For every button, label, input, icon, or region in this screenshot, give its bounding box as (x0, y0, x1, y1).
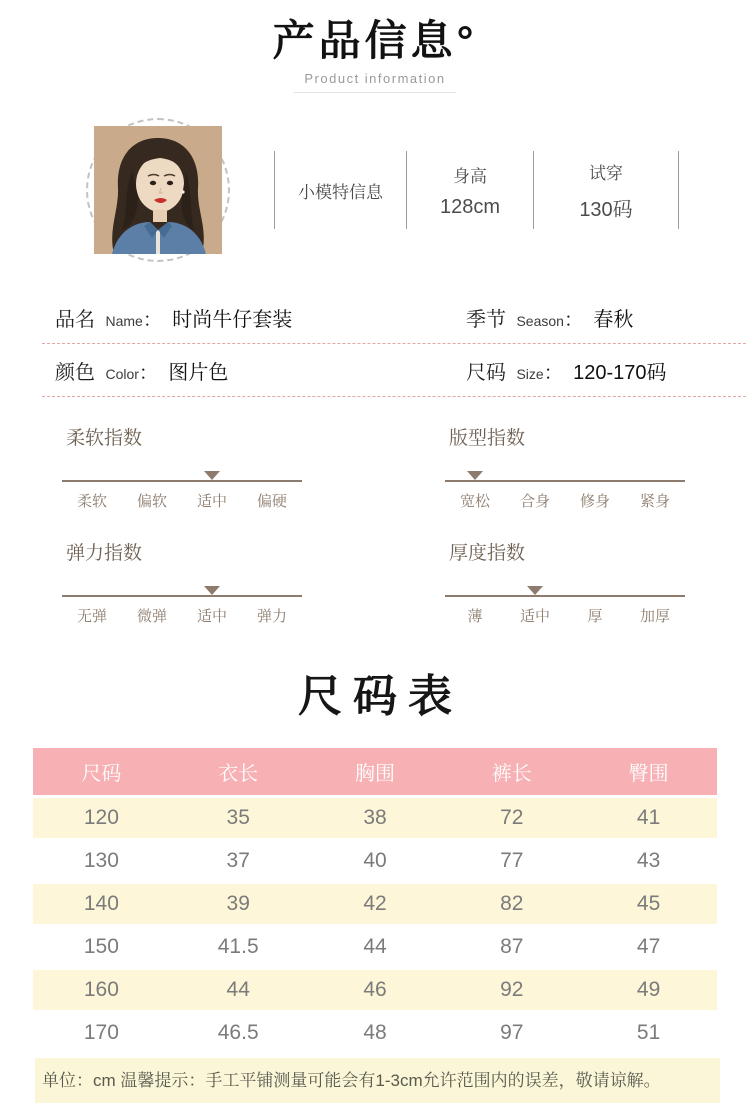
cell: 49 (580, 970, 717, 1013)
cell: 92 (443, 970, 580, 1013)
page-subtitle: Product information (294, 71, 455, 93)
col-header-pants: 裤长 (443, 748, 580, 798)
tick-label: 加厚 (639, 608, 670, 626)
tryon-label: 试穿 (589, 163, 623, 183)
cell: 47 (580, 927, 717, 970)
cell: 45 (580, 884, 717, 927)
detail-name: 品名 Name： 时尚牛仔套装 (55, 309, 293, 332)
model-photo (94, 126, 222, 254)
cell: 46.5 (170, 1013, 307, 1056)
model-info-label: 小模特信息 (298, 182, 383, 202)
detail-size: 尺码 Size： 120-170码 (466, 362, 667, 385)
tick-label: 微弹 (136, 608, 167, 626)
tick-label: 合身 (519, 493, 550, 511)
col-header-bust: 胸围 (307, 748, 444, 798)
cell: 72 (443, 798, 580, 841)
cell: 150 (33, 927, 170, 970)
tick-label: 适中 (196, 493, 227, 511)
detail-row (42, 344, 746, 397)
fit-index-title: 版型指数 (449, 428, 526, 450)
tick-label: 薄 (467, 608, 483, 626)
tick-label: 适中 (196, 608, 227, 626)
cell: 38 (307, 798, 444, 841)
height-value: 128cm (439, 195, 501, 218)
cell: 170 (33, 1013, 170, 1056)
avatar-ring (86, 118, 230, 262)
cell: 35 (170, 798, 307, 841)
cell: 44 (307, 927, 444, 970)
cell: 46 (307, 970, 444, 1013)
softness-index (62, 423, 302, 511)
tick-label: 厚 (587, 608, 603, 626)
avatar (94, 126, 222, 254)
tick-label: 偏硬 (256, 493, 287, 511)
softness-index-title: 柔软指数 (66, 428, 143, 450)
tick-label: 适中 (519, 608, 550, 626)
slider-marker-icon (467, 471, 483, 480)
stretch-index (62, 538, 302, 626)
table-row (33, 798, 717, 841)
tick-label: 宽松 (459, 493, 490, 511)
cell: 41 (580, 798, 717, 841)
col-header-size: 尺码 (33, 748, 170, 798)
cell: 48 (307, 1013, 444, 1056)
cell: 41.5 (170, 927, 307, 970)
slider-ticks (445, 490, 685, 511)
tick-label: 修身 (579, 493, 610, 511)
model-info-section (0, 115, 750, 265)
thickness-index-title: 厚度指数 (449, 543, 526, 565)
cell: 87 (443, 927, 580, 970)
thickness-index (445, 538, 685, 626)
slider-track (62, 468, 302, 482)
cell: 51 (580, 1013, 717, 1056)
slider-track (445, 468, 685, 482)
slider-marker-icon (204, 586, 220, 595)
detail-color: 颜色 Color： 图片色 (55, 362, 229, 385)
cell: 37 (170, 841, 307, 884)
col-header-length: 衣长 (170, 748, 307, 798)
page-title: 产品信息° (272, 17, 478, 64)
slider-track (62, 583, 302, 597)
cell: 130 (33, 841, 170, 884)
cell: 120 (33, 798, 170, 841)
cell: 40 (307, 841, 444, 884)
cell: 82 (443, 884, 580, 927)
tick-label: 紧身 (639, 493, 670, 511)
tryon-stat (534, 159, 678, 222)
slider-track (445, 583, 685, 597)
vertical-divider (678, 151, 679, 229)
height-stat (407, 162, 533, 219)
cell: 140 (33, 884, 170, 927)
cell: 160 (33, 970, 170, 1013)
tick-label: 柔软 (76, 493, 107, 511)
stretch-index-title: 弹力指数 (66, 543, 143, 565)
slider-ticks (62, 490, 302, 511)
cell: 77 (443, 841, 580, 884)
cell: 39 (170, 884, 307, 927)
tryon-value: 130码 (579, 198, 633, 221)
fit-index (445, 423, 685, 511)
size-chart-title: 尺码表 (298, 672, 463, 722)
height-label: 身高 (453, 166, 487, 186)
index-sliders (62, 423, 750, 626)
slider-ticks (62, 605, 302, 626)
table-row (33, 970, 717, 1013)
slider-marker-icon (527, 586, 543, 595)
product-details (42, 291, 746, 397)
table-row (33, 927, 717, 970)
detail-row (42, 291, 746, 344)
cell: 44 (170, 970, 307, 1013)
col-header-hip: 臀围 (580, 748, 717, 798)
detail-season: 季节 Season： 春秋 (466, 309, 634, 332)
tick-label: 无弹 (76, 608, 107, 626)
cell: 97 (443, 1013, 580, 1056)
cell: 43 (580, 841, 717, 884)
table-row (33, 884, 717, 927)
size-chart-table (33, 748, 717, 1056)
table-row (33, 1013, 717, 1056)
table-row (33, 841, 717, 884)
table-header-row (33, 748, 717, 798)
measurement-note: 单位：cm 温馨提示：手工平铺测量可能会有1-3cm允许范围内的误差，敬请谅解。 (35, 1058, 720, 1103)
cell: 42 (307, 884, 444, 927)
slider-marker-icon (204, 471, 220, 480)
slider-ticks (445, 605, 685, 626)
tick-label: 弹力 (256, 608, 287, 626)
page-header (0, 0, 750, 93)
tick-label: 偏软 (136, 493, 167, 511)
